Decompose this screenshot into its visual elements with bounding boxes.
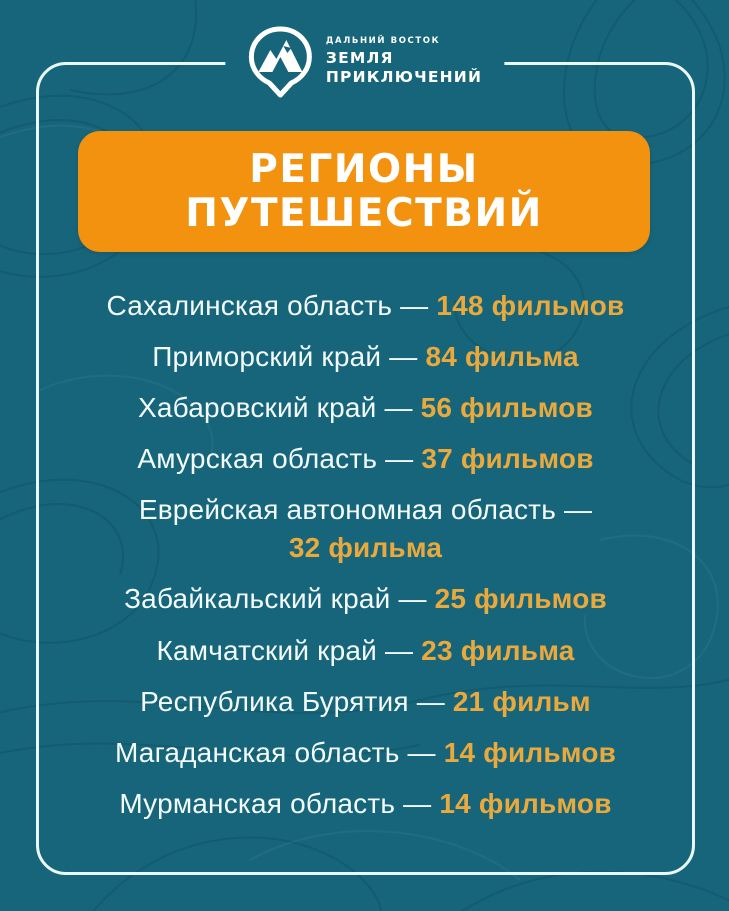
list-item [156, 632, 574, 670]
film-count: 14 фильмов [443, 736, 617, 768]
list-item [119, 785, 611, 823]
list-item [137, 440, 593, 478]
film-count: 14 фильмов [439, 787, 612, 819]
region-name: Забайкальский край — [124, 583, 435, 615]
list-item [140, 683, 591, 721]
brand-name-line2: ПРИКЛЮЧЕНИЙ [325, 68, 483, 87]
region-name: Амурская область — [137, 443, 422, 475]
film-count: 84 фильма [425, 341, 579, 373]
title-plate [78, 131, 650, 252]
brand-logo-text [326, 37, 482, 87]
film-count: 37 фильмов [421, 443, 594, 475]
region-name: Камчатский край — [156, 634, 422, 666]
list-item [107, 287, 625, 325]
brand-tagline: ДАЛЬНИЙ ВОСТОК [325, 35, 441, 46]
film-count: 32 фильма [288, 532, 443, 564]
film-count: 21 фильм [452, 685, 591, 717]
brand-logo [225, 24, 504, 100]
brand-name-line1: ЗЕМЛЯ [325, 49, 394, 68]
region-name: Республика Бурятия — [140, 685, 453, 717]
mountain-pin-icon [247, 26, 313, 98]
list-item [124, 580, 607, 618]
region-name: Приморский край — [152, 341, 426, 373]
page-title-line1: РЕГИОНЫ [249, 146, 479, 192]
region-name: Хабаровский край — [138, 392, 421, 424]
region-name: Магаданская область — [114, 736, 444, 768]
regions-list [39, 287, 692, 836]
list-item [115, 734, 616, 772]
region-name: Еврейская автономная область — [138, 494, 593, 526]
page-title-line2: ПУТЕШЕСТВИЙ [185, 190, 543, 236]
film-count: 23 фильма [421, 634, 575, 666]
region-name: Сахалинская область — [106, 290, 437, 321]
region-name: Мурманская область — [119, 787, 440, 819]
list-item [138, 389, 593, 427]
film-count: 25 фильмов [434, 583, 607, 615]
card-frame [36, 62, 695, 875]
list-item [86, 491, 646, 567]
list-item [152, 338, 579, 376]
film-count: 148 фильмов [436, 290, 625, 321]
film-count: 56 фильмов [420, 392, 593, 424]
